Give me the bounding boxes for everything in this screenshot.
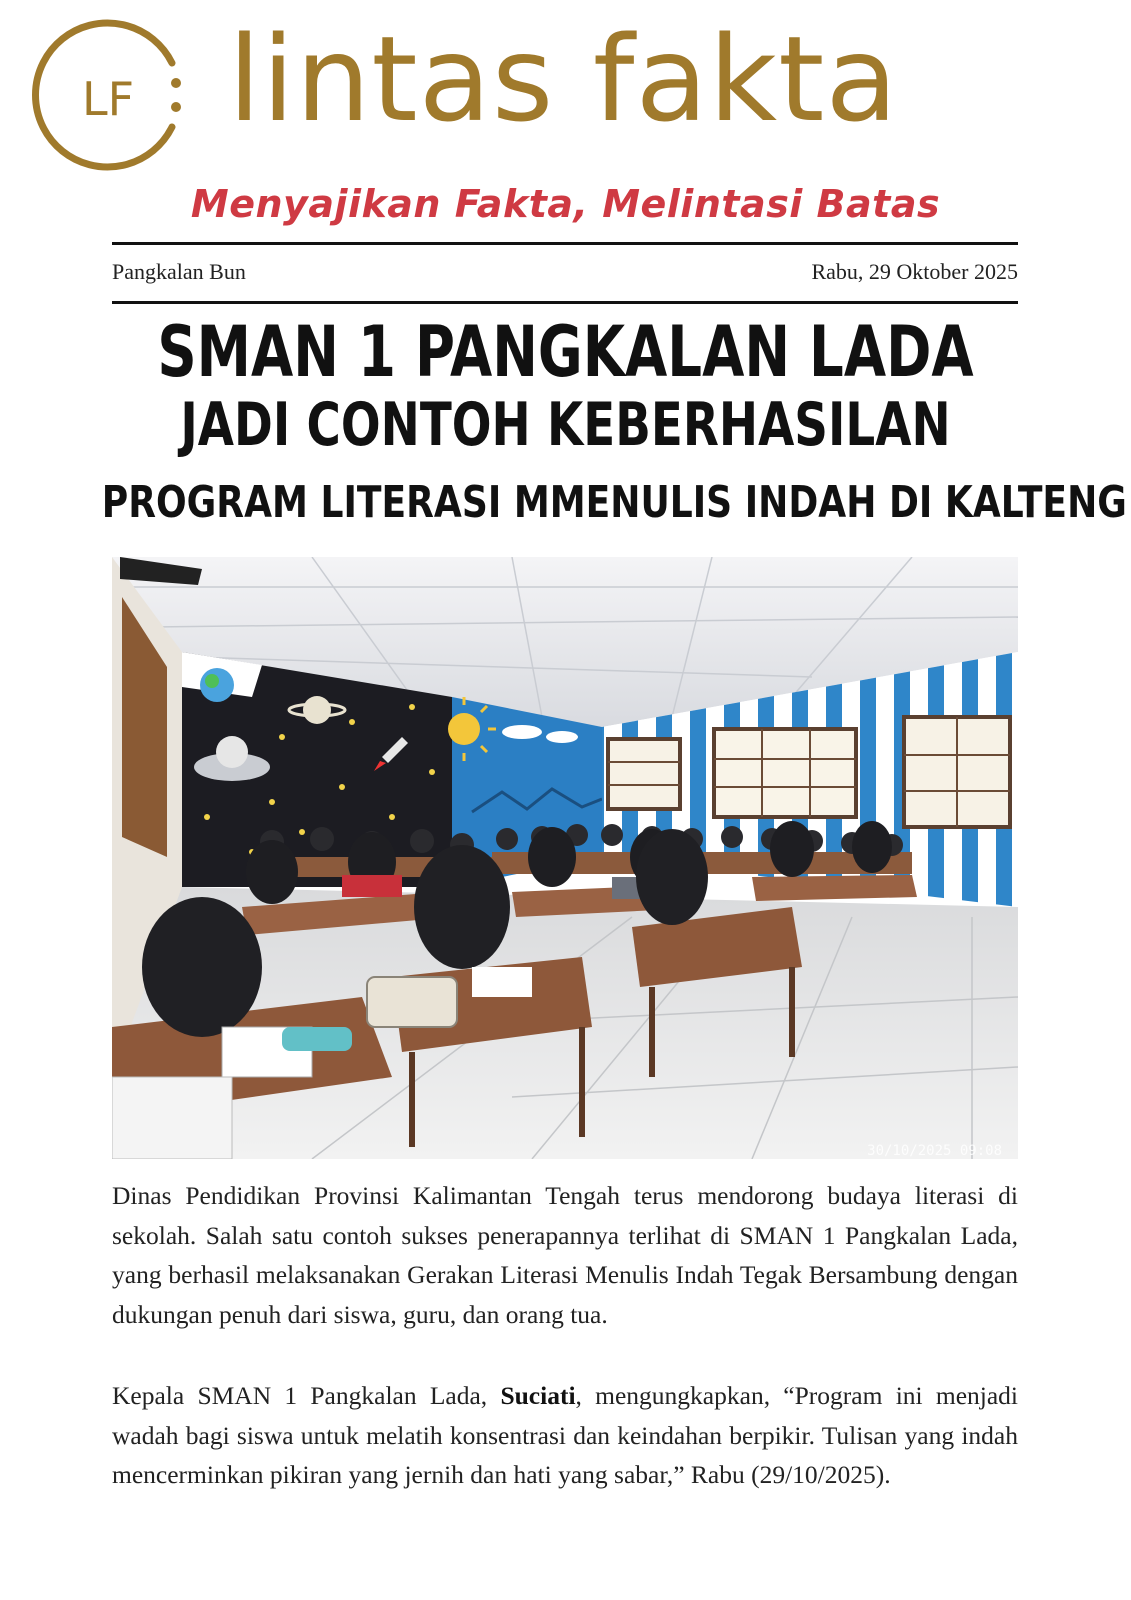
headline-line-3: PROGRAM LITERASI MMENULIS INDAH DI KALTENG (101, 477, 1127, 528)
dateline-date: Rabu, 29 Oktober 2025 (811, 259, 1018, 284)
headline-line-1: SMAN 1 PANGKALAN LADA (157, 311, 974, 393)
quote-body: , mengungkapkan, “Program ini menjadi wadah bagi siswa untuk melatih konsentrasi dan keindahan berpikir. Tulisan yang indah mencerminkan pikiran yang jernih dan hati yang sabar,” Rabu (29/10/2025). (112, 1381, 1018, 1490)
article-photo (112, 557, 1018, 1159)
logo-wordmark: lintas fakta (228, 10, 899, 148)
dateline-bottom-rule (112, 301, 1018, 304)
quote-intro: Kepala SMAN 1 Pangkalan Lada, (112, 1381, 501, 1410)
photo-timestamp: 30/10/2025 09:08 (867, 1143, 1002, 1159)
principal-name: Suciati (500, 1381, 576, 1410)
article-paragraph-1: Dinas Pendidikan Provinsi Kalimantan Tengah terus mendorong budaya literasi di sekolah. Salah satu contoh sukses penerapannya terlihat di SMAN 1 Pangkalan Lada, yang berhasil melaksanakan Gerakan Literasi Menulis Indah Tegak Bersambung dengan dukungan penuh dari siswa, guru, dan orang tua. (112, 1181, 1018, 1329)
masthead (0, 0, 1131, 240)
classroom-photo-icon (112, 557, 1018, 1159)
lintas-fakta-logo-icon (30, 15, 190, 175)
masthead-tagline: Menyajikan Fakta, Melintasi Batas (190, 182, 941, 226)
headline-line-2: JADI CONTOH KEBERHASILAN (180, 390, 951, 460)
dateline-place: Pangkalan Bun (112, 259, 246, 284)
article-paragraph-2 (112, 1376, 1018, 1495)
logo-monogram: LF (81, 72, 135, 126)
dateline-top-rule (112, 242, 1018, 245)
